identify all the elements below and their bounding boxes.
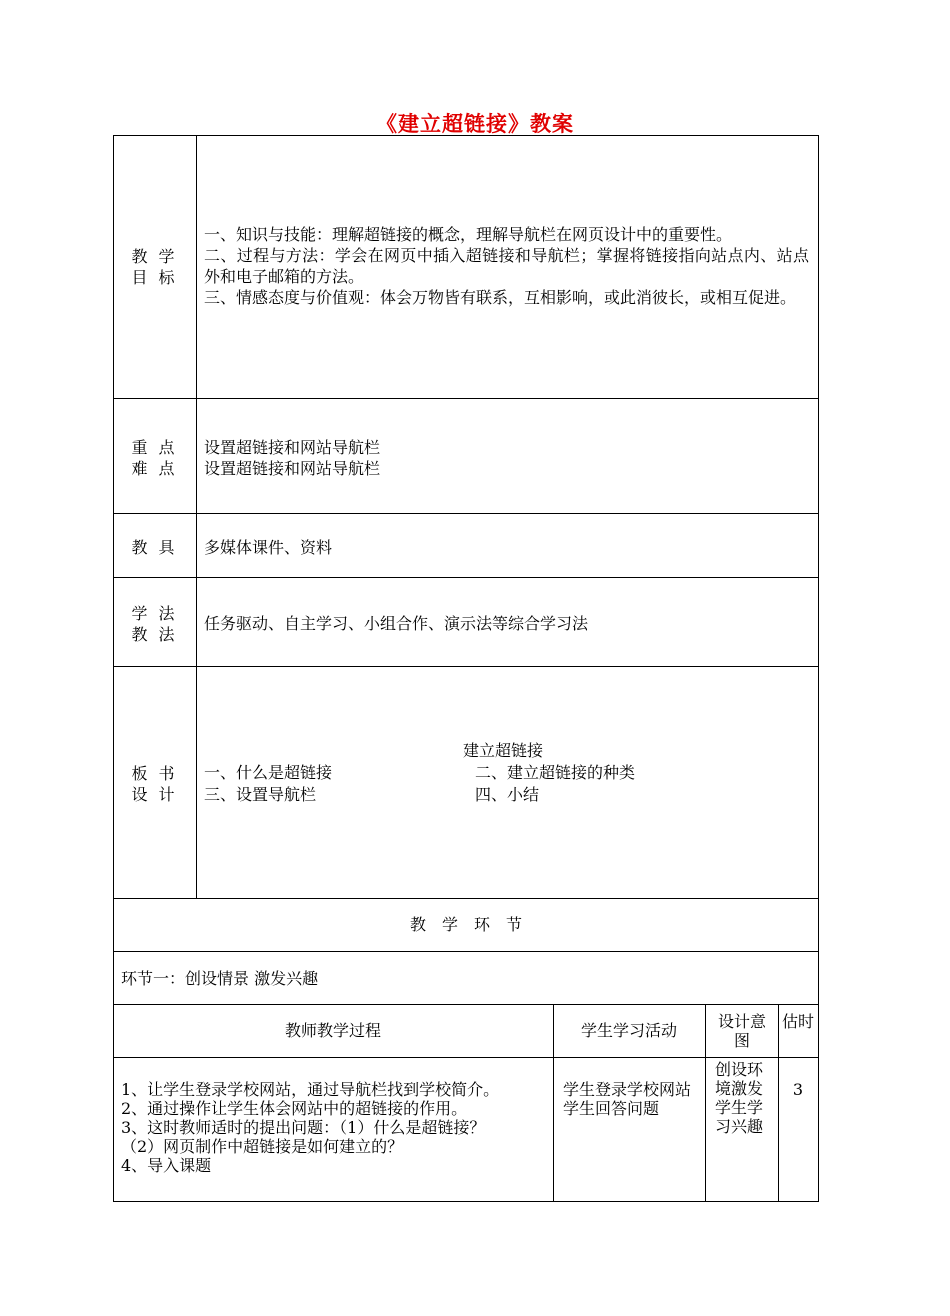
- teacher-column-header: 教师教学过程: [284, 1021, 381, 1040]
- board-label: 板 书 设 计: [131, 764, 178, 804]
- key-points-label: 重 点 难 点: [131, 438, 178, 478]
- goal-item: 二、过程与方法：学会在网页中插入超链接和导航栏；掌握将链接指向站点内、站点外和电子邮箱的方法。: [204, 246, 809, 286]
- row-divider: [113, 951, 819, 952]
- student-activity: 学生登录学校网站学生回答问题: [563, 1080, 692, 1118]
- goal-item: 一、知识与技能：理解超链接的概念，理解导航栏在网页设计中的重要性。: [204, 225, 733, 244]
- row-divider: [113, 398, 819, 399]
- column-divider: [705, 1004, 706, 1202]
- time-column-header: 估时: [782, 1012, 815, 1031]
- tools-label: 教 具: [131, 538, 178, 557]
- goals-label: 教 学 目 标: [131, 247, 178, 287]
- stage-title: 环节一：创设情景 激发兴趣: [121, 969, 319, 988]
- row-divider: [113, 1004, 819, 1005]
- design-intent: 创设环境激发学生学习兴趣: [715, 1060, 764, 1136]
- row-divider: [113, 666, 819, 667]
- methods-content: 任务驱动、自主学习、小组合作、演示法等综合学习法: [204, 614, 589, 633]
- teacher-process: [121, 1080, 513, 1175]
- teacher-step: 3、这时教师适时的提出问题：（1）什么是超链接？（2）网页制作中超链接是如何建立的？: [121, 1118, 486, 1156]
- time-estimate: 3: [792, 1080, 804, 1099]
- stages-header: 教 学 环 节: [409, 915, 522, 934]
- goal-item: 三、情感态度与价值观：体会万物皆有联系，互相影响，或此消彼长，或相互促进。: [204, 288, 797, 307]
- column-divider: [778, 1004, 779, 1202]
- intent-column-header: 设计意图: [717, 1012, 766, 1050]
- board-item: 四、小结: [475, 785, 540, 804]
- row-divider: [113, 513, 819, 514]
- methods-label: 学 法 教 法: [131, 604, 178, 644]
- teacher-step: 2、通过操作让学生体会网站中的超链接的作用。: [121, 1099, 468, 1118]
- teacher-step: 4、导入课题: [121, 1156, 212, 1175]
- document-title: 《建立超链接》教案: [376, 111, 574, 136]
- board-item: 二、建立超链接的种类: [475, 763, 636, 782]
- row-divider: [113, 898, 819, 899]
- teacher-step: 1、让学生登录学校网站，通过导航栏找到学校简介。: [121, 1080, 500, 1099]
- key-points-content: [204, 437, 380, 479]
- board-item: 三、设置导航栏: [204, 785, 317, 804]
- row-divider: [113, 577, 819, 578]
- row-divider: [113, 1057, 819, 1058]
- board-item: 一、什么是超链接: [204, 763, 333, 782]
- tools-content: 多媒体课件、资料: [204, 538, 333, 557]
- board-heading: 建立超链接: [463, 741, 544, 760]
- key-point: 设置超链接和网站导航栏: [204, 438, 381, 457]
- difficult-point: 设置超链接和网站导航栏: [204, 459, 381, 478]
- student-column-header: 学生学习活动: [580, 1021, 677, 1040]
- goals-content: [204, 224, 809, 308]
- label-column-divider: [196, 135, 197, 898]
